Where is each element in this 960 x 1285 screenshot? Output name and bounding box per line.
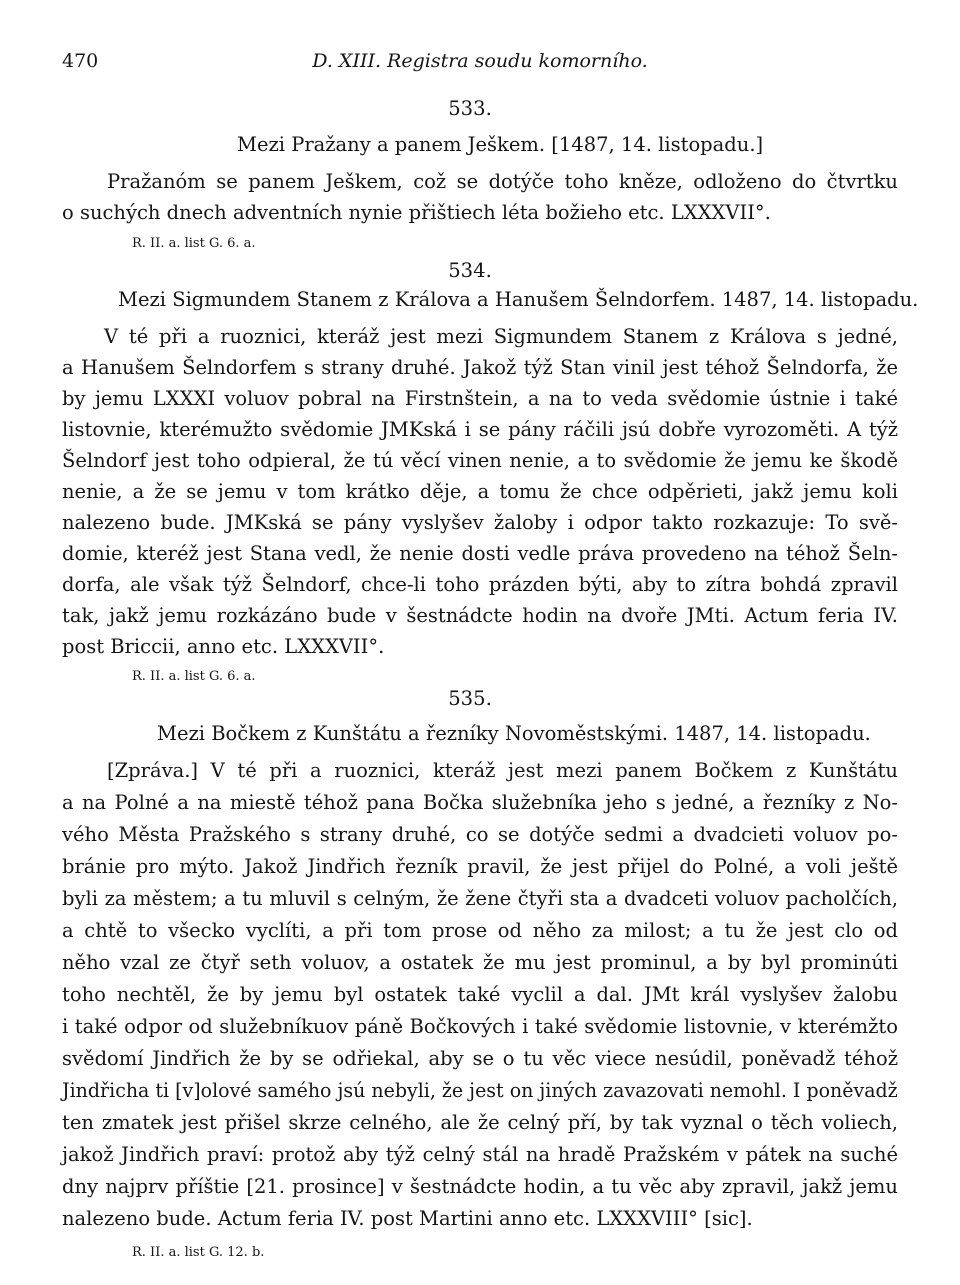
text-line: jakož Jindřich praví: protož aby týž celný stál na hradě Pražském v pátek na suché [62, 1143, 898, 1166]
text-line: toho nechtěl, že by jemu byl ostatek také vyclil a dal. JMt král vyslyšev žalobu [62, 983, 898, 1006]
text-line: Pražanóm se panem Ješkem, což se dotýče toho kněze, odloženo do čtvrtku [107, 170, 898, 193]
entry-number: 534. [448, 258, 492, 282]
source-reference: R. II. a. list G. 6. a. [132, 669, 256, 684]
text-line: dorfa, ale však týž Šelndorf, chce-li toho prázden býti, aby to zítra bohdá zpravil [62, 573, 898, 596]
source-reference: R. II. a. list G. 12. b. [132, 1245, 265, 1260]
text-line: post Briccii, anno etc. LXXXVII°. [62, 635, 385, 658]
text-line: a na Polné a na miestě téhož pana Bočka služebníka jeho s jedné, a řezníky z No- [62, 791, 898, 814]
running-title: D. XIII. Registra soudu komorního. [312, 50, 648, 72]
text-line: vého Města Pražského s strany druhé, co se dotýče sedmi a dvadcieti voluov po- [62, 823, 898, 846]
text-line: nalezeno bude. Actum feria IV. post Martini anno etc. LXXXVIII° [sic]. [62, 1207, 753, 1230]
text-line: dny najprv příštie [21. prosince] v šestnádcte hodin, a tu věc aby zpravil, jakž jemu [62, 1175, 898, 1198]
text-line: listovnie, kterémužto svědomie JMKská i se pány ráčili jsú dobře vyrozoměti. A týž [62, 418, 898, 441]
entry-number: 535. [448, 686, 492, 710]
entry-heading: Mezi Bočkem z Kunštátu a řezníky Novoměstskými. 1487, 14. listopadu. [157, 722, 871, 745]
text-line: domie, kteréž jest Stana vedl, že nenie dosti vedle práva provedeno na téhož Šeln- [62, 542, 898, 565]
text-line: a Hanušem Šelndorfem s strany druhé. Jakož týž Stan vinil jest téhož Šelndorfa, že [62, 356, 898, 379]
entry-heading: Mezi Pražany a panem Ješkem. [1487, 14. listopadu.] [237, 133, 764, 156]
page-number: 470 [62, 50, 99, 72]
text-line: o suchých dnech adventních nynie přištiech léta božieho etc. LXXXVII°. [62, 201, 771, 224]
text-line: bránie pro mýto. Jakož Jindřich řezník pravil, že jest přijel do Polné, a voli ještě [62, 855, 898, 878]
text-line: nenie, a že se jemu v tom krátko děje, a tomu že chce odpěrieti, jakž jemu koli [62, 480, 898, 503]
text-line: V té při a ruoznici, kteráž jest mezi Sigmundem Stanem z Králova s jedné, [104, 325, 898, 348]
text-line: tak, jakž jemu rozkázáno bude v šestnádcte hodin na dvoře JMti. Actum feria IV. [62, 604, 898, 627]
text-line: Jindřicha ti [v]olové samého jsú nebyli, že jest on jiných zavazovati nemohl. I poněvadž [62, 1079, 898, 1102]
entry-heading: Mezi Sigmundem Stanem z Králova a Hanušem Šelndorfem. 1487, 14. listopadu. [118, 288, 919, 311]
entry-number: 533. [448, 96, 492, 120]
text-line: něho vzal ze čtyř seth voluov, a ostatek že mu jest prominul, a by byl prominúti [62, 951, 898, 974]
text-line: nalezeno bude. JMKská se pány vyslyšev žaloby i odpor takto rozkazuje: To svě- [62, 511, 898, 534]
text-line: byli za městem; a tu mluvil s celným, že žene čtyři sta a dvadceti voluov pacholčích, [62, 887, 898, 910]
text-line: svědomí Jindřich že by se odřiekal, aby se o tu věc viece nesúdil, poněvadž téhož [62, 1047, 898, 1070]
text-line: i také odpor od služebníkuov páně Bočkových i také svědomie listovnie, v kterémžto [62, 1015, 898, 1038]
text-line: a chtě to všecko vyclíti, a při tom prose od něho za milost; a tu že jest clo od [62, 919, 898, 942]
text-line: [Zpráva.] V té při a ruoznici, kteráž jest mezi panem Bočkem z Kunštátu [107, 759, 898, 782]
source-reference: R. II. a. list G. 6. a. [132, 236, 256, 251]
text-line: Šelndorf jest toho odpieral, že tú věcí vinen nenie, a to svědomie že jemu ke škodě [62, 449, 898, 472]
text-line: by jemu LXXXI voluov pobral na Firstnštein, a na to veda svědomie ústnie i také [62, 387, 898, 410]
text-line: ten zmatek jest přišel skrze celného, ale že celný pří, by tak vyznal o těch voliech, [62, 1111, 898, 1134]
